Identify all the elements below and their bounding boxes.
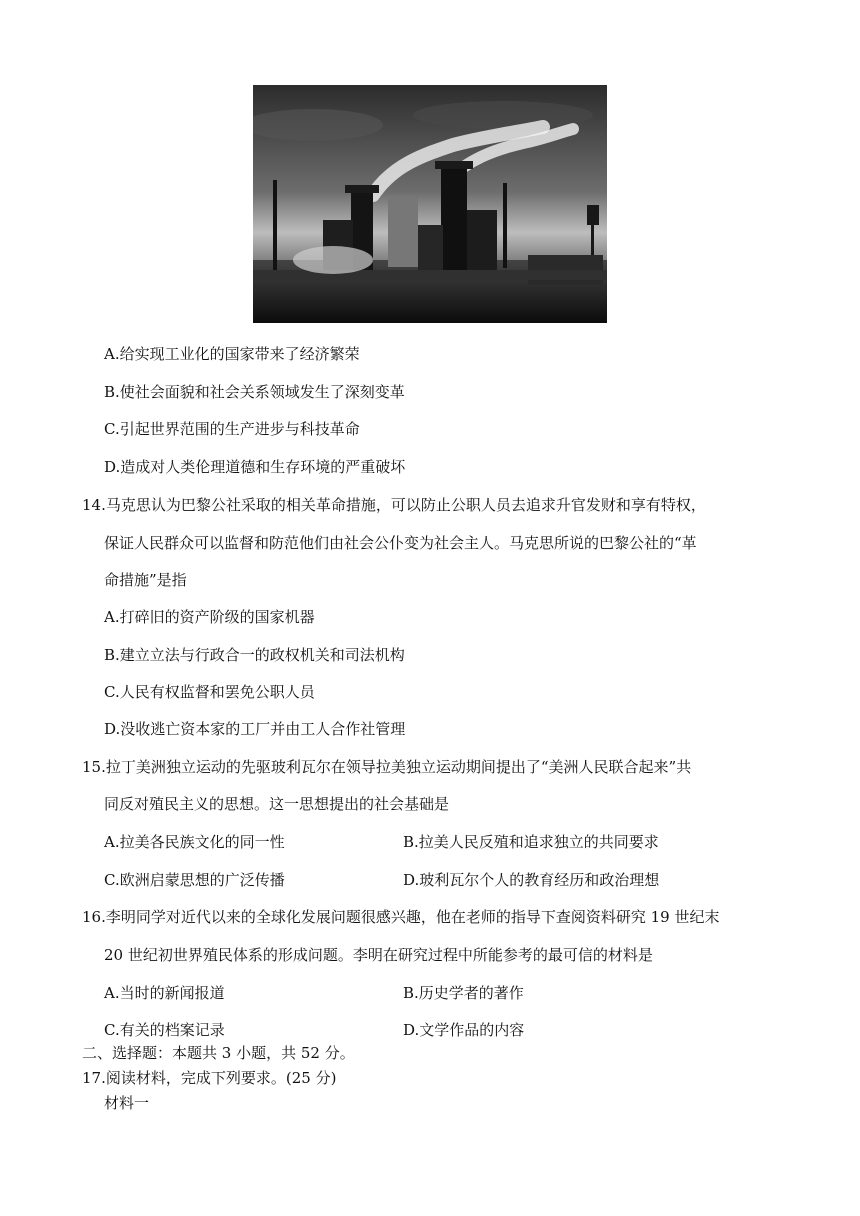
section-heading: 二、选择题：本题共 3 小题，共 52 分。 [82,1044,355,1062]
q14-stem-line-1: 14.马克思认为巴黎公社采取的相关革命措施，可以防止公职人员去追求升官发财和享有特权， [82,496,706,514]
q15-option-d: D.玻利瓦尔个人的教育经历和政治理想 [403,871,660,889]
q14-option-b: B.建立立法与行政合一的政权机关和司法机构 [104,646,405,664]
q13-option-d: D.造成对人类伦理道德和生存环境的严重破坏 [104,458,406,476]
q14-stem-line-3: 命措施”是指 [104,571,187,589]
q16-option-a: A.当时的新闻报道 [104,984,225,1002]
material-label: 材料一 [104,1094,150,1112]
q13-option-b: B.使社会面貌和社会关系领域发生了深刻变革 [104,383,405,401]
q16-option-c: C.有关的档案记录 [104,1021,225,1039]
q13-option-c: C.引起世界范围的生产进步与科技革命 [104,420,360,438]
q17-stem: 17.阅读材料，完成下列要求。(25 分) [82,1069,337,1087]
q15-option-b: B.拉美人民反殖和追求独立的共同要求 [403,833,659,851]
q13-option-a: A.给实现工业化的国家带来了经济繁荣 [104,345,360,363]
q14-stem-line-2: 保证人民群众可以监督和防范他们由社会公仆变为社会主人。马克思所说的巴黎公社的“革 [104,534,697,552]
q16-stem-line-2: 20 世纪初世界殖民体系的形成问题。李明在研究过程中所能参考的最可信的材料是 [104,946,653,964]
q16-option-d: D.文学作品的内容 [403,1021,525,1039]
q15-stem-line-2: 同反对殖民主义的思想。这一思想提出的社会基础是 [104,795,450,813]
q15-option-c: C.欧洲启蒙思想的广泛传播 [104,871,285,889]
industrial-factory-photo [253,85,607,323]
q15-option-a: A.拉美各民族文化的同一性 [104,833,285,851]
q14-option-d: D.没收逃亡资本家的工厂并由工人合作社管理 [104,720,406,738]
q14-option-a: A.打碎旧的资产阶级的国家机器 [104,608,315,626]
q16-stem-line-1: 16.李明同学对近代以来的全球化发展问题很感兴趣，他在老师的指导下查阅资料研究 19 世纪末 [82,908,720,926]
q14-option-c: C.人民有权监督和罢免公职人员 [104,683,315,701]
q16-option-b: B.历史学者的著作 [403,984,524,1002]
q15-stem-line-1: 15.拉丁美洲独立运动的先驱玻利瓦尔在领导拉美独立运动期间提出了“美洲人民联合起来”共 [82,758,692,776]
